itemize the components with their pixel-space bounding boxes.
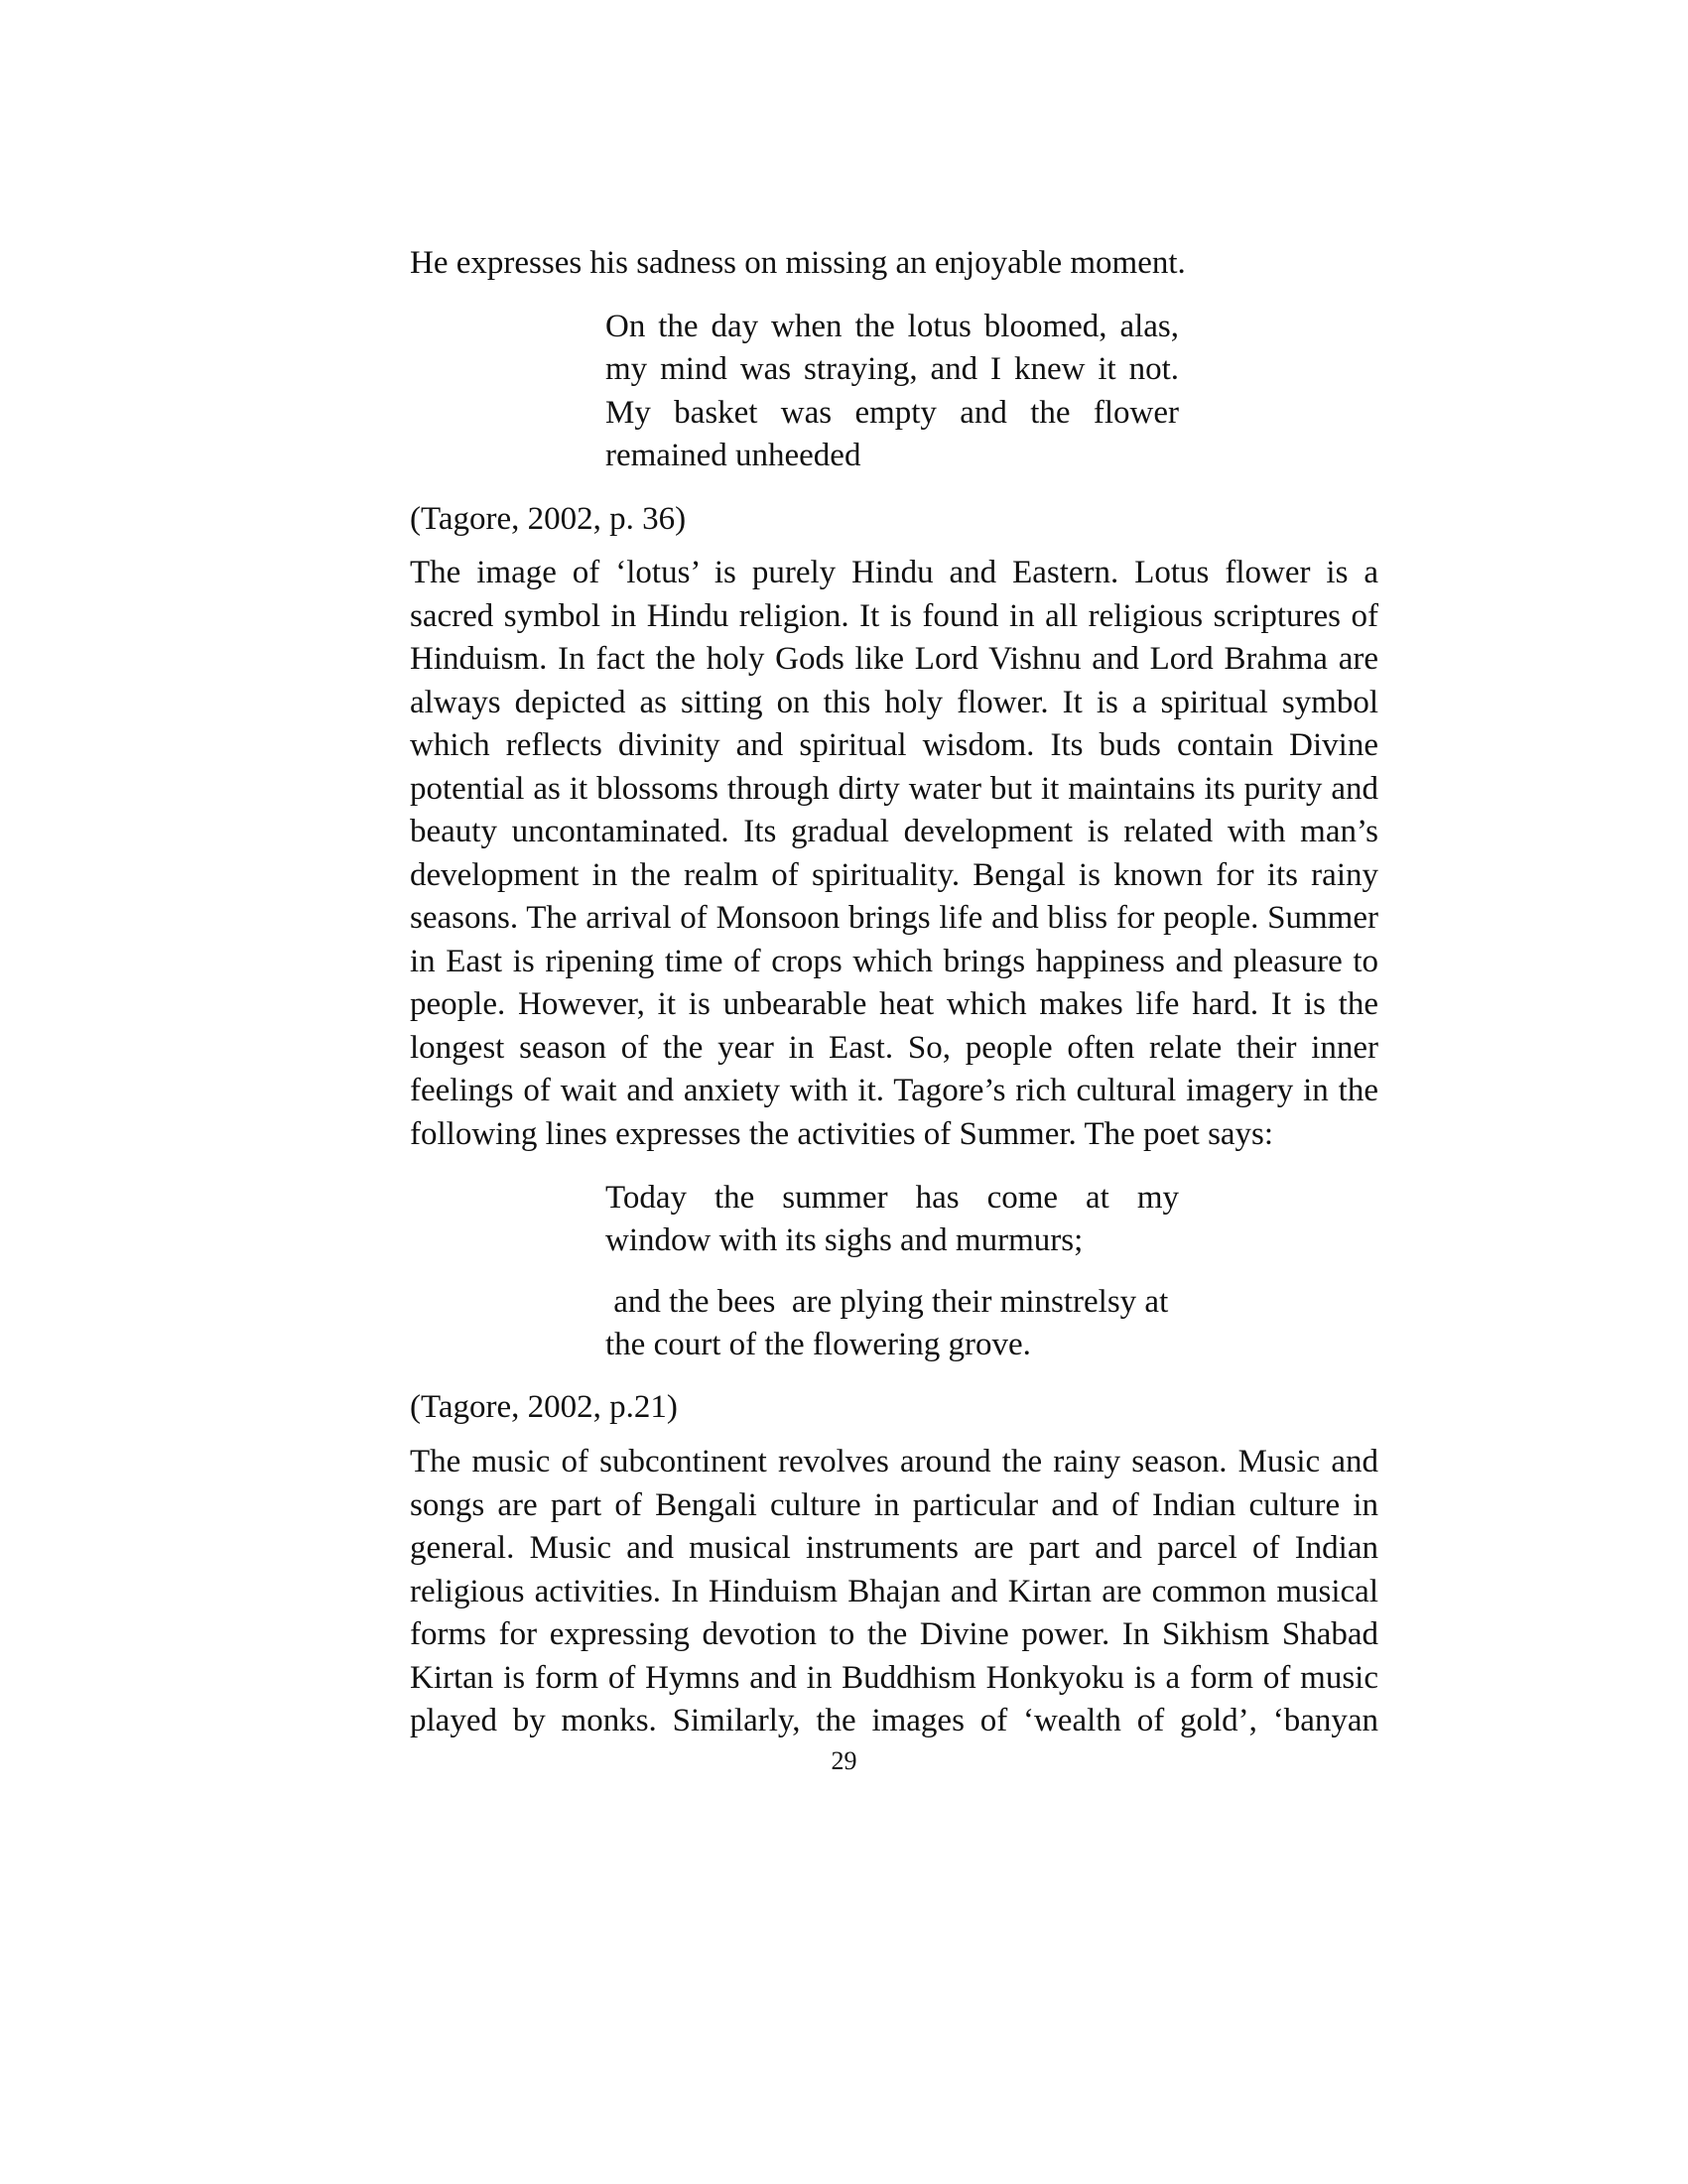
paragraph-line: played by monks. Similarly, the images of ‘wealth of gold’, ‘banyan [410,1703,1378,1738]
quote-line: Today the summer has come at my [605,1180,1179,1216]
paragraph-line: The image of ‘lotus’ is purely Hindu and Eastern. Lotus flower is a [410,555,1378,590]
paragraph-line: general. Music and musical instruments are part and parcel of Indian [410,1530,1378,1566]
intro-sentence: He expresses his sadness on missing an enjoyable moment. [410,245,1186,281]
quote-line: My basket was empty and the flower [605,395,1179,431]
paragraph-line: potential as it blossoms through dirty water but it maintains its purity and [410,771,1378,807]
paragraph-line: Kirtan is form of Hymns and in Buddhism Honkyoku is a form of music [410,1660,1378,1696]
paragraph-line: sacred symbol in Hindu religion. It is found in all religious scriptures of [410,598,1378,634]
paragraph-line: longest season of the year in East. So, people often relate their inner [410,1030,1378,1066]
paragraph-line: forms for expressing devotion to the Divine power. In Sikhism Shabad [410,1616,1378,1652]
paragraph-line: following lines expresses the activities of Summer. The poet says: [410,1116,1274,1152]
paragraph-line: seasons. The arrival of Monsoon brings life and bliss for people. Summer [410,900,1378,936]
paragraph-line: people. However, it is unbearable heat which makes life hard. It is the [410,986,1378,1022]
quote-line: and the bees are plying their minstrelsy at [605,1284,1169,1320]
page-number: 29 [831,1746,857,1775]
paragraph-line: songs are part of Bengali culture in particular and of Indian culture in [410,1487,1378,1523]
paragraph-line: Hinduism. In fact the holy Gods like Lord Vishnu and Lord Brahma are [410,641,1378,677]
paragraph-line: beauty uncontaminated. Its gradual development is related with man’s [410,814,1378,849]
citation: (Tagore, 2002, p. 36) [410,501,687,537]
paragraph-line: development in the realm of spirituality. Bengal is known for its rainy [410,857,1378,893]
paragraph-line: which reflects divinity and spiritual wisdom. Its buds contain Divine [410,727,1378,763]
paragraph-line: religious activities. In Hinduism Bhajan and Kirtan are common musical [410,1574,1378,1609]
citation: (Tagore, 2002, p.21) [410,1389,678,1425]
quote-line: remained unheeded [605,438,861,473]
quote-line: the court of the flowering grove. [605,1327,1031,1362]
quote-line: On the day when the lotus bloomed, alas, [605,309,1179,344]
paragraph-line: always depicted as sitting on this holy flower. It is a spiritual symbol [410,685,1378,720]
paragraph-line: in East is ripening time of crops which brings happiness and pleasure to [410,944,1378,979]
paragraph-line: feelings of wait and anxiety with it. Tagore’s rich cultural imagery in the [410,1073,1378,1108]
quote-line: my mind was straying, and I knew it not. [605,351,1179,387]
paragraph-line: The music of subcontinent revolves around the rainy season. Music and [410,1444,1378,1479]
quote-line: window with its sighs and murmurs; [605,1222,1084,1258]
